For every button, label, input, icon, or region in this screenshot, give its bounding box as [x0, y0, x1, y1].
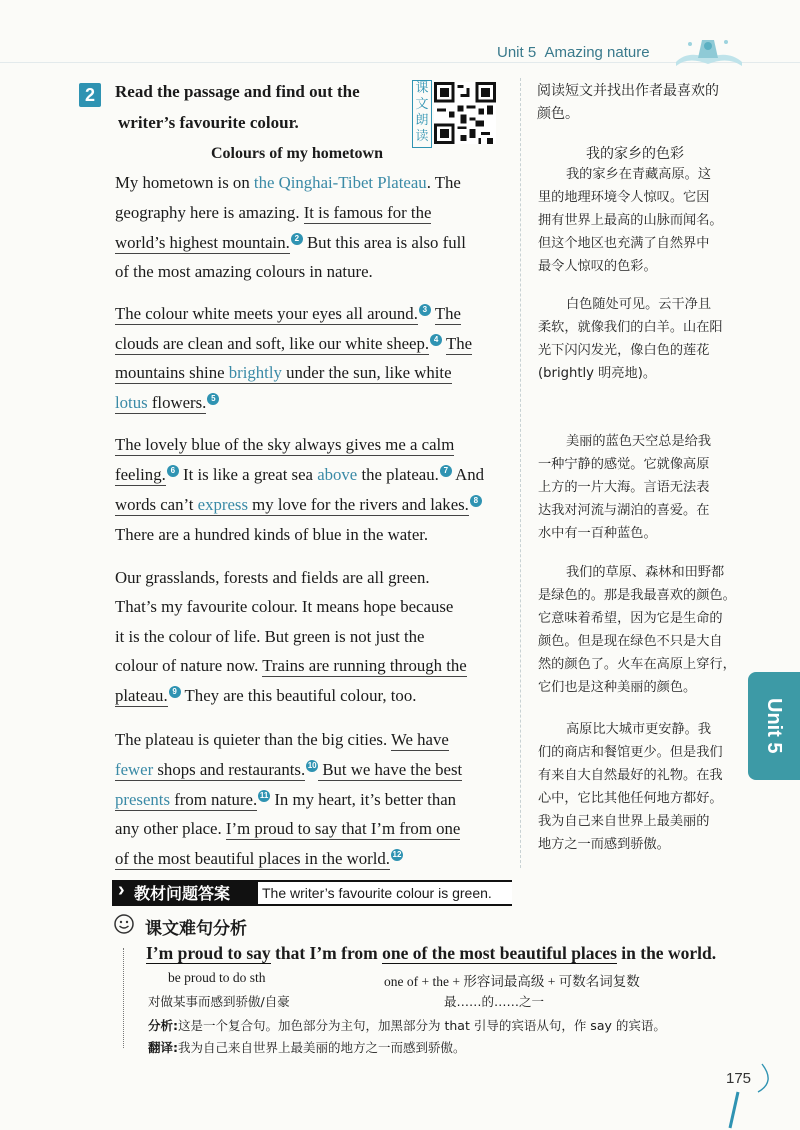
- passage-line: of the most amazing colours in nature.: [115, 262, 373, 281]
- passage-line: of the most beautiful places in the world. 12: [115, 849, 402, 868]
- answer-label: 教材问题答案: [134, 884, 231, 903]
- note-number-badge: 2: [291, 233, 303, 245]
- underlined-phrase: world’s highest mountain.: [115, 233, 290, 252]
- keyword: above: [317, 465, 358, 484]
- note-number-badge: 8: [470, 495, 482, 507]
- passage-line: presents from nature. 11 In my heart, it’s better than: [115, 790, 457, 809]
- cn-line: 拥有世界上最高的山脉而闻名。: [538, 213, 723, 228]
- passage-line: world’s highest mountain. 2 But this area is also full: [115, 233, 466, 252]
- cn-line: 我们的草原、森林和田野都: [566, 565, 725, 580]
- note-number-badge: 11: [259, 791, 269, 800]
- passage-line: clouds are clean and soft, like our white sheep. 4 The: [115, 334, 473, 353]
- unit-side-tab[interactable]: [748, 672, 800, 780]
- cn-line: 然的颜色了。火车在高原上穿行，: [538, 657, 736, 672]
- note-structure: one of + the + 形容词最高级 + 可数名词复数: [384, 974, 640, 989]
- cn-line: 水中有一百种蓝色。: [538, 526, 657, 541]
- cn-line: 高原比大城市更安静。我: [566, 722, 712, 737]
- keyword: brightly: [228, 363, 282, 382]
- cn-line: 柔软，就像我们的白羊。山在阳: [538, 320, 723, 335]
- page-number: 175: [726, 1070, 752, 1087]
- note-meaning: 最……的……之一: [444, 994, 545, 1009]
- passage-title: Colours of my hometown: [211, 145, 383, 162]
- task-instruction-line-1: Read the passage and find out the: [115, 82, 360, 101]
- cn-line: 最令人惊叹的色彩。: [538, 259, 657, 274]
- underlined-phrase: I’m proud to say that I’m from one: [225, 819, 461, 838]
- note-number-badge: 10: [307, 761, 317, 770]
- passage-line: mountains shine brightly under the sun, like white: [115, 363, 452, 382]
- keyword: lotus: [115, 393, 148, 412]
- cn-instruction-line-1: 阅读短文并找出作者最喜欢的: [537, 83, 719, 99]
- passage-line: There are a hundred kinds of blue in the water.: [115, 525, 429, 544]
- cn-line: 是绿色的。那是我最喜欢的颜色。: [538, 588, 736, 603]
- chevron-right-icon: ›: [118, 879, 125, 901]
- cn-line: 达我对河流与湖泊的喜爱。在: [538, 503, 710, 518]
- unit-topic: Amazing nature: [544, 44, 650, 61]
- passage-line: [115, 435, 454, 455]
- note-number-badge: 9: [169, 686, 181, 698]
- analysis-sentence: I’m proud to say that I’m from one of the most beautiful places in the world.: [146, 943, 717, 963]
- analysis-rule: [123, 948, 124, 1048]
- passage-line: fewer shops and restaurants. 10 But we have the best: [115, 760, 463, 779]
- passage-line: The plateau is quieter than the big cities. We have: [115, 730, 449, 749]
- cn-line: (brightly 明亮地)。: [538, 366, 657, 381]
- cn-line: 心中，它比其他任何地方都好。: [538, 791, 723, 806]
- cn-line: 颜色。但是现在绿色不只是大自: [538, 634, 723, 649]
- passage-line: That’s my favourite colour. It means hope because: [115, 597, 454, 616]
- note-phrase: be proud to do sth: [168, 970, 266, 985]
- underlined-phrase: The lovely blue of the sky always gives me a calm: [115, 435, 455, 454]
- qr-code-icon[interactable]: [434, 82, 496, 144]
- cn-title: 我的家乡的色彩: [586, 146, 684, 162]
- keyword: the Qinghai-Tibet Plateau: [253, 173, 427, 192]
- passage-line: colour of nature now. Trains are running through the: [115, 656, 467, 675]
- passage-line: Our grasslands, forests and fields are all green.: [115, 568, 430, 587]
- task-instruction-line-2: writer’s favourite colour.: [118, 113, 299, 132]
- passage-line: it is the colour of life. But green is not just the: [115, 627, 425, 646]
- underlined-phrase: It is famous for the: [303, 203, 432, 222]
- analysis-title: 课文难句分析: [145, 919, 247, 939]
- cn-line: 们的商店和餐馆更少。但是我们: [538, 745, 723, 760]
- underlined-phrase: We have: [391, 730, 449, 749]
- answer-text: The writer’s favourite colour is green.: [258, 882, 512, 904]
- cn-line: 它们也是这种美丽的颜色。: [538, 680, 697, 695]
- cn-line: 光下闪闪发光，像白色的莲花: [538, 343, 710, 358]
- translation-line: 翻译:我为自己来自世界上最美丽的地方之一而感到骄傲。: [148, 1040, 466, 1055]
- cn-line: 地方之一而感到骄傲。: [538, 837, 670, 852]
- analysis-line: 分析:这是一个复合句。加色部分为主句，加黑部分为 that 引导的宾语从句，作 say 的宾语。: [148, 1018, 666, 1033]
- cn-line: 我为自己来自世界上最美丽的: [538, 814, 710, 829]
- keyword: express: [197, 495, 248, 514]
- passage-line: My hometown is on the Qinghai-Tibet Plateau. The: [115, 173, 461, 192]
- cn-line: 白色随处可见。云干净且: [566, 297, 712, 312]
- unit-label: Unit 5: [497, 44, 537, 61]
- smiley-icon: [113, 913, 135, 935]
- passage-line: feeling. 6 It is like a great sea above the plateau. 7 And: [115, 465, 484, 484]
- cn-line: 上方的一片大海。言语无法表: [538, 480, 710, 495]
- passage-line: lotus flowers. 5: [115, 393, 219, 413]
- cn-line: 我的家乡在青藏高原。这: [566, 167, 712, 182]
- book-decoration-icon: [668, 28, 748, 72]
- column-divider: [520, 78, 521, 868]
- passage-line: The colour white meets your eyes all around. 3 The: [115, 304, 461, 323]
- unit-side-tab-label: Unit 5: [763, 698, 785, 754]
- audio-label: 课文朗读: [412, 80, 432, 148]
- note-number-badge: 4: [430, 334, 442, 346]
- note-meaning: 对做某事而感到骄傲/自豪: [148, 994, 290, 1009]
- cn-line: 但这个地区也充满了自然界中: [538, 236, 710, 251]
- passage-line: plateau. 9 They are this beautiful colour, too.: [115, 686, 417, 705]
- passage-line: words can’t express my love for the rivers and lakes. 8: [115, 495, 482, 515]
- underlined-phrase: The colour white meets your eyes all around.: [115, 304, 418, 323]
- passage-line: geography here is amazing. It is famous for the: [115, 203, 432, 222]
- cn-instruction-line-2: 颜色。: [537, 106, 579, 122]
- task-number-badge: 2: [79, 83, 101, 107]
- cn-line: 里的地理环境令人惊叹。它因: [538, 190, 710, 205]
- cn-line: 美丽的蓝色天空总是给我: [566, 434, 712, 449]
- note-number-badge: 5: [207, 393, 219, 405]
- underlined-phrase: Trains are running through the: [262, 656, 467, 675]
- cn-line: 有来自大自然最好的礼物。在我: [538, 768, 723, 783]
- note-number-badge: 7: [440, 465, 452, 477]
- keyword: presents: [115, 790, 170, 809]
- note-number-badge: 6: [167, 465, 179, 477]
- cn-line: 它意味着希望，因为它是生命的: [538, 611, 723, 626]
- keyword: fewer: [115, 760, 154, 779]
- cn-line: 一种宁静的感觉。它就像高原: [538, 457, 710, 472]
- note-number-badge: 12: [392, 850, 402, 859]
- underlined-phrase: clouds are clean and soft, like our white sheep.: [115, 334, 430, 353]
- passage-line: any other place. I’m proud to say that I’m from one: [115, 819, 461, 838]
- unit-header: [497, 44, 650, 61]
- note-number-badge: 3: [419, 304, 431, 316]
